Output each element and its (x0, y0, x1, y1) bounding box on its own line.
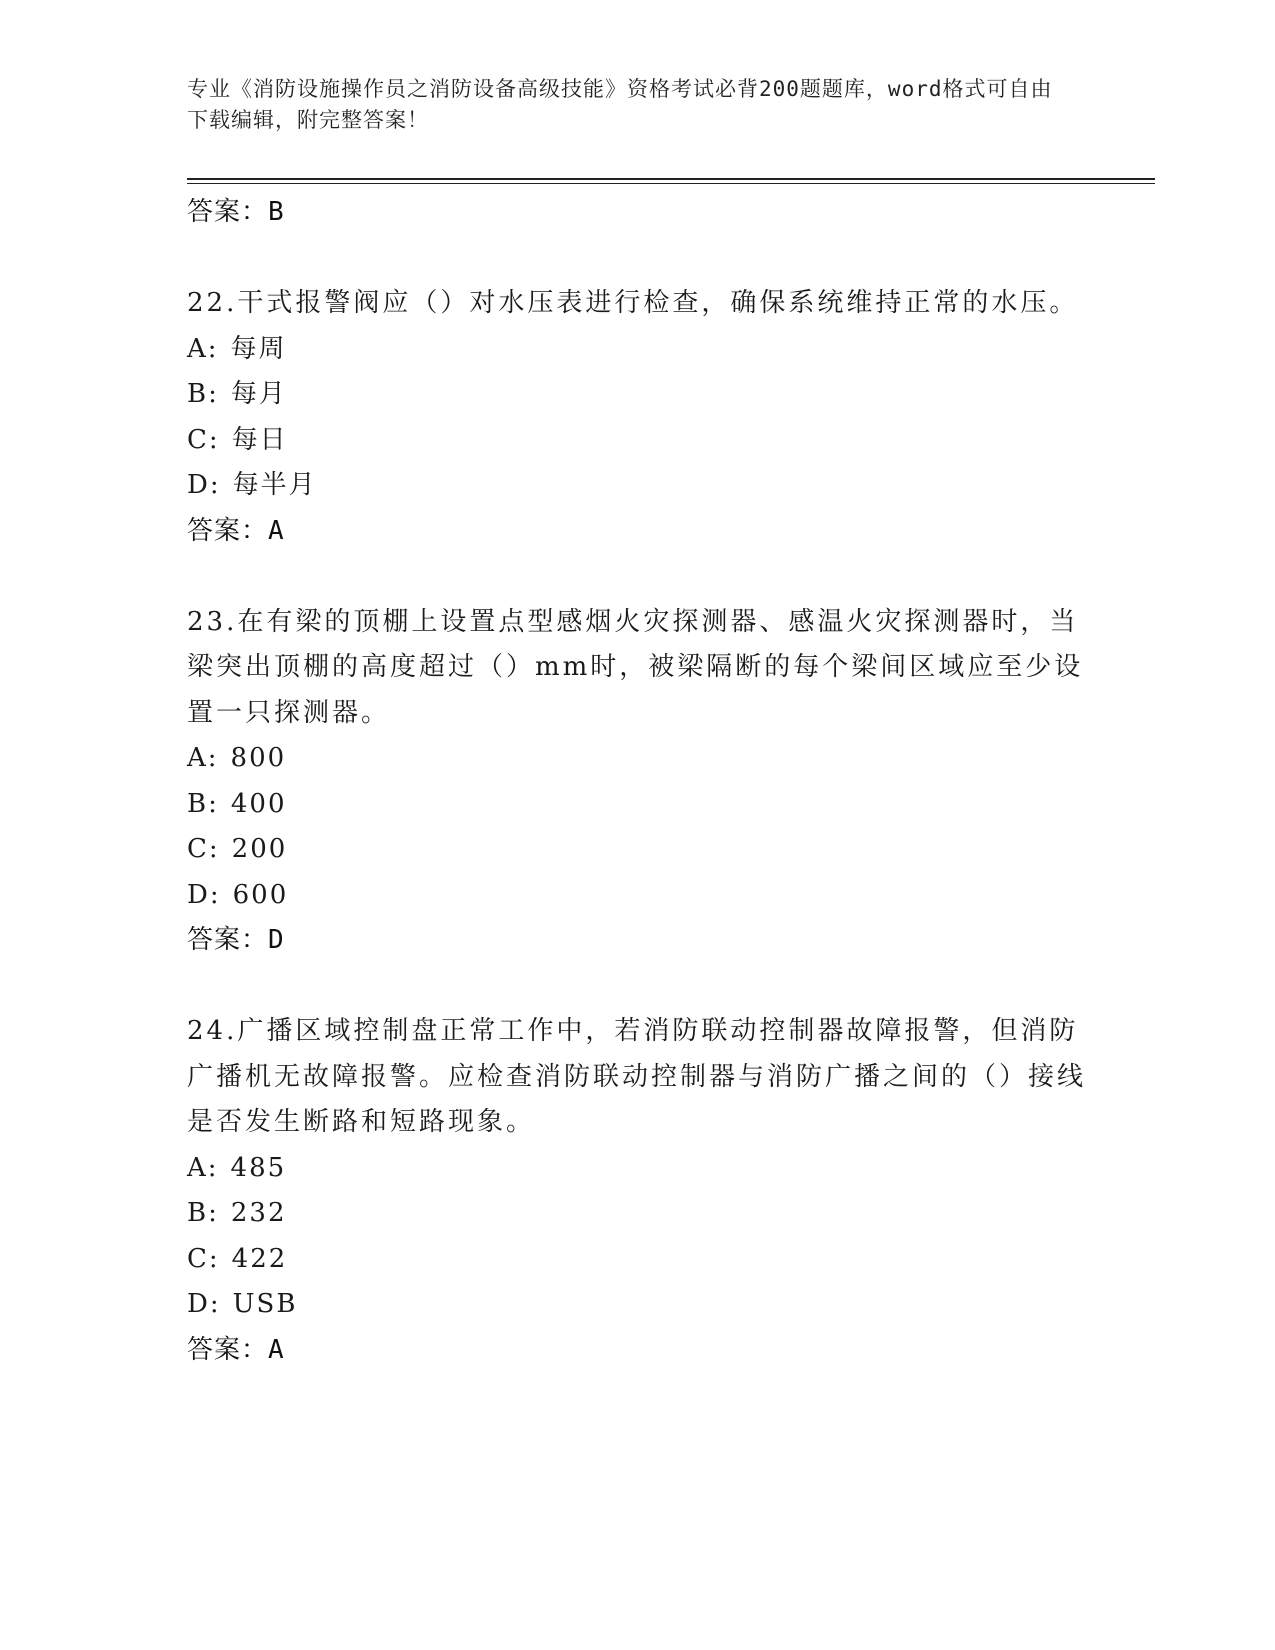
answer-line: 答案：B (187, 197, 285, 227)
option-text: 232 (230, 1198, 287, 1228)
question-item (187, 600, 1087, 963)
option-separator: : (208, 834, 220, 864)
option-letter: A (187, 333, 208, 364)
option-letter: C (187, 834, 209, 864)
answer-line: 答案：A (187, 515, 285, 546)
option-d (187, 873, 1087, 919)
option-a (187, 327, 1087, 373)
option-text: 800 (230, 743, 287, 773)
document-header: 专业《消防设施操作员之消防设备高级技能》资格考试必背200题题库，word格式可自由下载编辑，附完整答案！ (187, 77, 1053, 132)
option-letter: C (187, 424, 209, 455)
option-separator: : (207, 743, 219, 773)
option-d (187, 463, 1087, 509)
option-separator: : (208, 379, 219, 409)
option-separator: : (208, 1243, 220, 1274)
option-letter: B (187, 379, 209, 409)
option-letter: C (187, 1243, 209, 1274)
option-text: 400 (230, 788, 287, 819)
answer-line: 答案：D (187, 925, 285, 955)
option-separator: : (207, 1152, 219, 1183)
option-separator: : (208, 1198, 219, 1228)
option-letter: B (187, 788, 209, 819)
option-letter: A (187, 743, 208, 773)
option-text: 每周 (230, 333, 287, 364)
option-d (187, 1282, 1087, 1328)
option-c (187, 418, 1087, 464)
option-text: 200 (231, 834, 288, 864)
option-text: USB (232, 1289, 298, 1319)
option-letter: D (187, 879, 210, 910)
header-divider-thick (187, 178, 1155, 180)
option-separator: : (207, 333, 219, 364)
option-separator: : (208, 424, 220, 455)
question-item (187, 281, 1087, 553)
option-c (187, 827, 1087, 873)
option-b (187, 782, 1087, 828)
option-text: 422 (231, 1243, 288, 1274)
answer-line: 答案：A (187, 1334, 285, 1365)
question-stem: 23.在有梁的顶棚上设置点型感烟火灾探测器、感温火灾探测器时，当梁突出顶棚的高度超过（）mm时，被梁隔断的每个梁间区域应至少设置一只探测器。 (187, 606, 1084, 728)
option-separator: : (209, 879, 221, 910)
option-text: 每日 (231, 424, 288, 455)
option-separator: : (208, 788, 219, 819)
option-c (187, 1237, 1087, 1283)
option-letter: D (187, 470, 210, 500)
header-divider-thin (187, 183, 1155, 184)
question-stem: 22.干式报警阀应（）对水压表进行检查，确保系统维持正常的水压。 (187, 288, 1079, 318)
option-letter: A (187, 1152, 208, 1183)
option-a (187, 1146, 1087, 1192)
option-separator: : (209, 470, 221, 500)
option-letter: B (187, 1198, 209, 1228)
option-separator: : (209, 1289, 221, 1319)
option-b (187, 372, 1087, 418)
question-list (187, 190, 1087, 1372)
option-text: 485 (230, 1152, 287, 1183)
option-letter: D (187, 1289, 210, 1319)
option-text: 600 (232, 879, 289, 910)
option-text: 每半月 (232, 470, 317, 500)
option-b (187, 1191, 1087, 1237)
option-text: 每月 (230, 379, 287, 409)
option-a (187, 736, 1087, 782)
question-item (187, 1009, 1087, 1372)
question-stem: 24.广播区域控制盘正常工作中，若消防联动控制器故障报警，但消防广播机无故障报警。应检查消防联动控制器与消防广播之间的（）接线是否发生断路和短路现象。 (187, 1016, 1087, 1137)
